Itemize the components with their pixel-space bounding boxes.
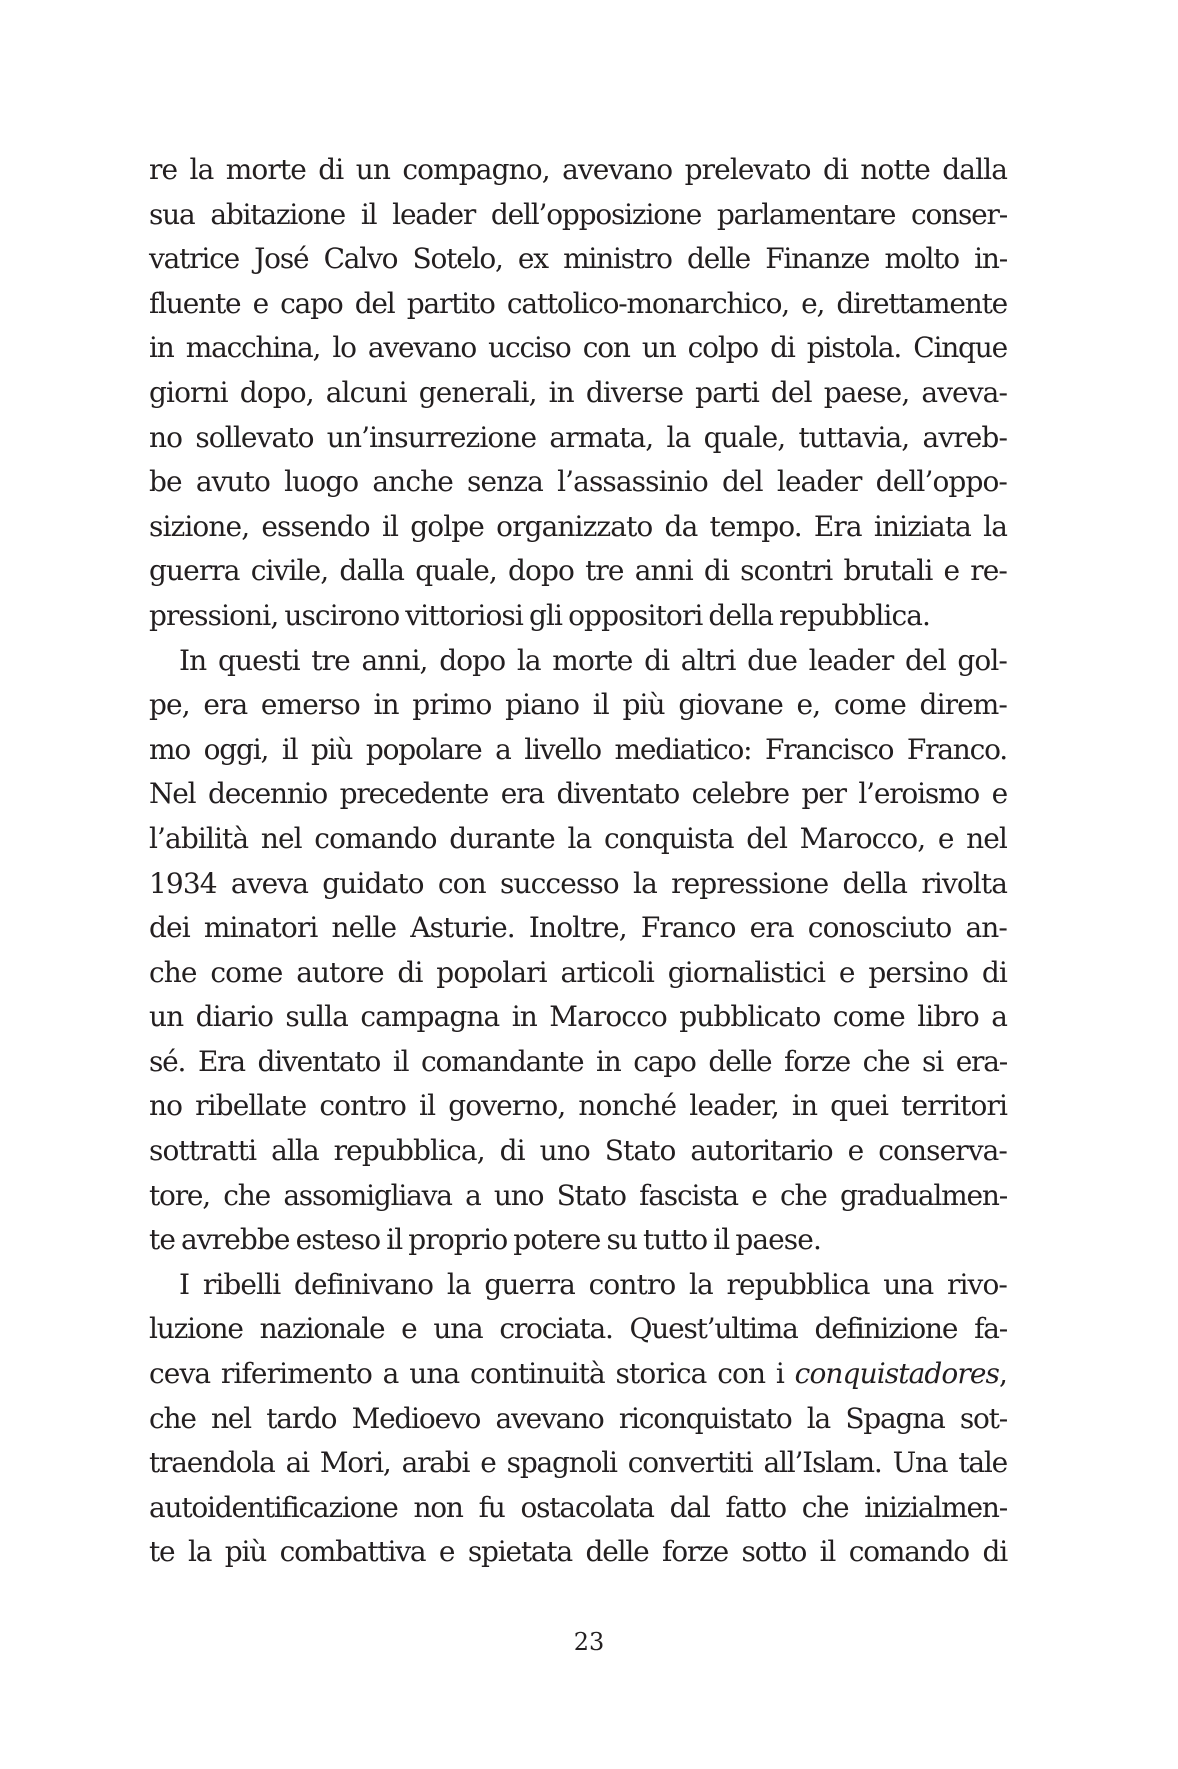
text-line	[149, 193, 1007, 238]
text-line	[149, 1441, 1007, 1486]
text-line-content: sé. Era diventato il comandante in capo delle forze che si era-	[149, 1044, 1007, 1078]
text-line	[149, 1129, 1007, 1174]
text-line-content: in macchina, lo avevano ucciso con un colpo di pistola. Cinque	[149, 331, 1007, 365]
text-line	[149, 1397, 1007, 1442]
text-line	[149, 683, 1007, 728]
text-line	[149, 1486, 1007, 1531]
text-line-content: 1934 aveva guidato con successo la repressione della rivolta	[149, 866, 1007, 900]
text-line-content: pressioni, uscirono vittoriosi gli oppositori della repubblica.	[149, 598, 931, 632]
text-line-content: autoidentificazione non fu ostacolata dal fatto che inizialmen-	[149, 1490, 1007, 1524]
text-line	[149, 639, 1007, 684]
text-line	[149, 237, 1007, 282]
text-line	[149, 416, 1007, 461]
text-line	[149, 951, 1007, 996]
text-line-content: no sollevato un’insurrezione armata, la quale, tuttavia, avreb-	[149, 420, 1007, 454]
text-line-content: che nel tardo Medioevo avevano riconquistato la Spagna sot-	[149, 1401, 1007, 1435]
text-line-content: un diario sulla campagna in Marocco pubblicato come libro a	[149, 1000, 1007, 1034]
text-line-content: l’abilità nel comando durante la conquista del Marocco, e nel	[149, 821, 1007, 855]
text-line	[149, 282, 1007, 327]
text-line	[149, 371, 1007, 416]
text-line	[149, 1263, 1007, 1308]
text-line-content: te avrebbe esteso il proprio potere su tutto il paese.	[149, 1223, 821, 1257]
text-line	[149, 772, 1007, 817]
text-line	[149, 1352, 1007, 1397]
body-text	[149, 148, 1007, 1575]
text-line-content: sizione, essendo il golpe organizzato da tempo. Era iniziata la	[149, 509, 1007, 543]
text-line	[149, 594, 1007, 639]
text-line-content: te la più combattiva e spietata delle forze sotto il comando di	[149, 1535, 1007, 1569]
page-number: 23	[573, 1628, 605, 1656]
text-line-content: traendola ai Mori, arabi e spagnoli convertiti all’Islam. Una tale	[149, 1446, 1007, 1480]
text-line	[149, 995, 1007, 1040]
text-line-content: I ribelli definivano la guerra contro la repubblica una rivo-	[179, 1267, 1007, 1301]
text-line-content: tore, che assomigliava a uno Stato fascista e che gradualmen-	[149, 1178, 1007, 1212]
text-line	[149, 549, 1007, 594]
text-line	[149, 1084, 1007, 1129]
text-line-content: mo oggi, il più popolare a livello mediatico: Francisco Franco.	[149, 732, 1007, 766]
text-line	[149, 326, 1007, 371]
text-line	[149, 862, 1007, 907]
text-line-content: luzione nazionale e una crociata. Quest’ultima definizione fa-	[149, 1312, 1007, 1346]
text-line	[149, 1040, 1007, 1085]
italic-term: conquistadores	[794, 1357, 999, 1391]
text-line-content: vatrice José Calvo Sotelo, ex ministro delle Finanze molto in-	[149, 242, 1007, 276]
text-line-content: giorni dopo, alcuni generali, in diverse parti del paese, aveva-	[149, 375, 1007, 409]
text-line-content: ceva riferimento a una continuità storica con i	[149, 1357, 795, 1391]
text-line-content: be avuto luogo anche senza l’assassinio del leader dell’oppo-	[149, 465, 1007, 499]
text-line-content: re la morte di un compagno, avevano prelevato di notte dalla	[149, 153, 1007, 186]
text-line-content: sua abitazione il leader dell’opposizione parlamentare conser-	[149, 197, 1007, 231]
text-line-content: dei minatori nelle Asturie. Inoltre, Franco era conosciuto an-	[149, 911, 1007, 945]
text-line	[149, 505, 1007, 550]
text-line	[149, 1307, 1007, 1352]
text-line	[149, 817, 1007, 862]
text-line	[149, 1174, 1007, 1219]
text-line	[149, 906, 1007, 951]
text-line-content: che come autore di popolari articoli giornalistici e persino di	[149, 955, 1007, 989]
text-line	[149, 728, 1007, 773]
text-line-suffix: ,	[998, 1357, 1007, 1391]
text-line	[149, 1530, 1007, 1575]
text-line	[149, 460, 1007, 505]
text-line-content: pe, era emerso in primo piano il più giovane e, come direm-	[149, 688, 1007, 722]
text-line-content: fluente e capo del partito cattolico-monarchico, e, direttamente	[149, 286, 1007, 320]
text-line-content: In questi tre anni, dopo la morte di altri due leader del gol-	[179, 643, 1007, 677]
text-line	[149, 1218, 1007, 1263]
text-line	[149, 148, 1007, 193]
text-line-content: Nel decennio precedente era diventato celebre per l’eroismo e	[149, 777, 1007, 811]
text-line-content: no ribellate contro il governo, nonché leader, in quei territori	[149, 1089, 1007, 1123]
text-line-content: guerra civile, dalla quale, dopo tre anni di scontri brutali e re-	[149, 554, 1007, 588]
text-line-content: sottratti alla repubblica, di uno Stato autoritario e conserva-	[149, 1134, 1007, 1168]
